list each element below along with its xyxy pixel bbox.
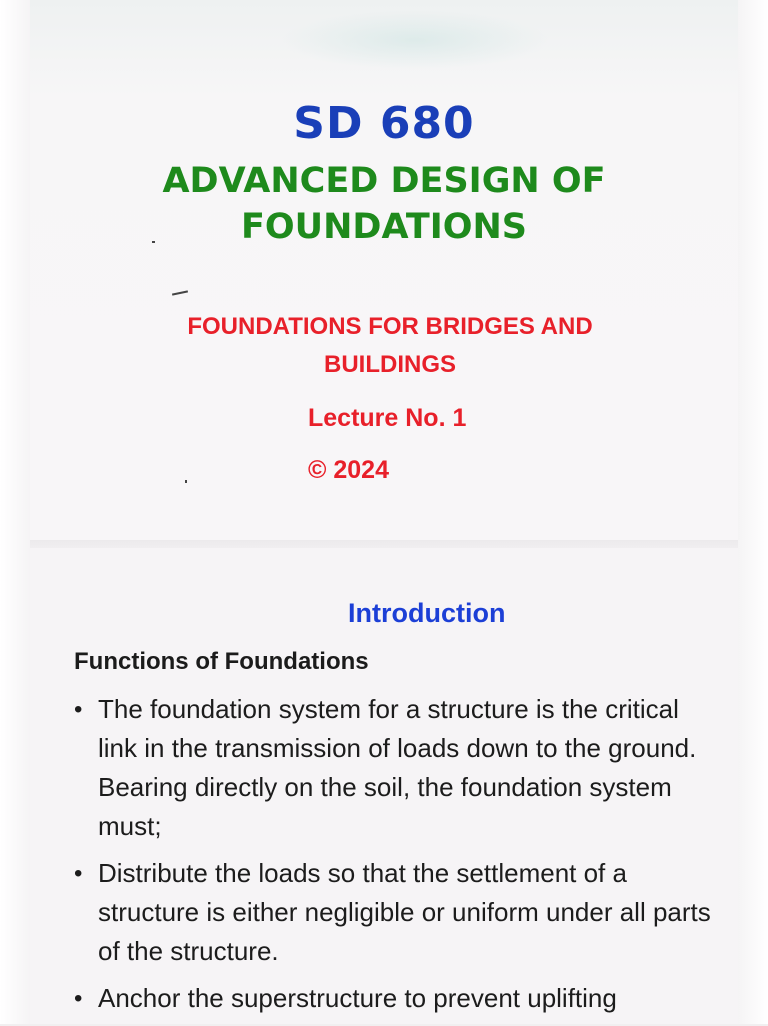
course-title-line-1: ADVANCED DESIGN OF	[162, 161, 606, 201]
list-item	[74, 854, 714, 971]
subtitle-line-2: BUILDINGS	[324, 351, 456, 378]
slide-subtitle	[150, 308, 630, 384]
subtitle-line-1: FOUNDATIONS FOR BRIDGES AND	[187, 313, 593, 340]
course-title-line-2: FOUNDATIONS	[241, 207, 527, 247]
scan-speck	[152, 241, 155, 243]
list-item	[74, 979, 714, 1018]
slide-divider	[30, 540, 738, 548]
bullet-text: Distribute the loads so that the settlement of a structure is either negligible or uniform under all parts of the structure.	[98, 858, 711, 966]
functions-heading: Functions of Foundations	[74, 648, 369, 675]
course-code: SD 680	[293, 98, 475, 149]
bullet-text: Anchor the superstructure to prevent uplifting	[98, 983, 617, 1013]
scan-speck	[185, 480, 187, 483]
copyright-year: © 2024	[308, 456, 389, 484]
list-item	[74, 690, 714, 846]
bullet-icon: •	[74, 696, 83, 723]
scan-speck	[172, 290, 188, 295]
bullet-text: The foundation system for a structure is the critical link in the transmission of loads down to the ground. Bearing directly on the soil, the foundation system must;	[98, 694, 697, 841]
scan-edge-left	[0, 0, 30, 1024]
title-slide	[30, 0, 738, 540]
course-title	[30, 158, 738, 250]
scan-edge-right	[738, 0, 768, 1024]
bullet-list	[74, 690, 714, 1026]
bullet-icon: •	[74, 860, 83, 887]
introduction-heading: Introduction	[348, 598, 506, 628]
bullet-icon: •	[74, 985, 83, 1012]
lecture-number: Lecture No. 1	[308, 404, 467, 432]
